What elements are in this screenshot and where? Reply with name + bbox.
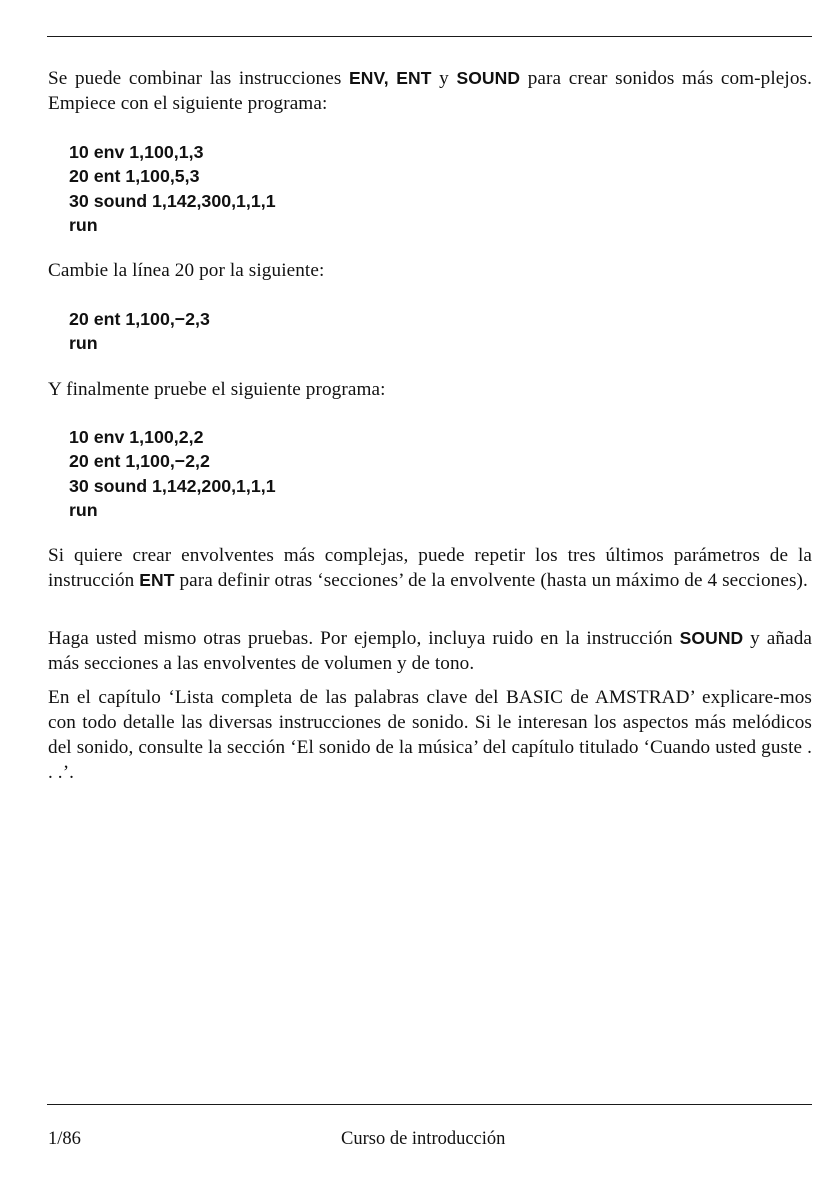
keyword-env: ENV,: [349, 68, 389, 88]
code-line: run: [69, 499, 98, 520]
keyword-ent: ENT: [396, 68, 432, 88]
code-line: run: [69, 333, 98, 354]
tests-paragraph: Haga usted mismo otras pruebas. Por ejemplo, incluya ruido en la instrucción SOUND y añada más secciones a las envolventes de volumen y de tono.: [48, 628, 813, 674]
footer-rule: [47, 1104, 812, 1105]
code-line: 30 sound 1,142,200,1,1,1: [69, 475, 276, 496]
code-line: 10 env 1,100,1,3: [69, 142, 204, 162]
code-line: 20 ent 1,100,−2,3: [69, 309, 210, 329]
header-rule: [47, 36, 812, 37]
page-number: 1/86: [48, 1129, 81, 1149]
code-line: 10 env 1,100,2,2: [69, 427, 204, 447]
finally-text: Y finalmente pruebe el siguiente programa:: [48, 379, 386, 400]
footer-title: Curso de introducción: [341, 1129, 506, 1149]
code-line: 20 ent 1,100,−2,2: [69, 451, 210, 472]
chapter-paragraph: En el capítulo ‘Lista completa de las palabras clave del BASIC de AMSTRAD’ explicare-mos con todo detalle las diversas instrucciones de sonido. Si le interesan los aspectos más melódicos del sonido, consulte la sección ‘El sonido de la música’ del capítulo titulado ‘Cuando usted guste . . .’.: [48, 687, 812, 783]
keyword-ent: ENT: [139, 570, 175, 590]
code-line: 20 ent 1,100,5,3: [69, 166, 200, 187]
complex-envelopes-paragraph: Si quiere crear envolventes más complejas, puede repetir los tres últimos parámetros de la instrucción ENT para definir otras ‘secciones’ de la envolvente (hasta un máximo de 4 secciones).: [48, 545, 812, 591]
keyword-sound: SOUND: [679, 628, 744, 648]
change-line-text: Cambie la línea 20 por la siguiente:: [48, 260, 325, 281]
keyword-sound: SOUND: [456, 68, 521, 88]
code-line: run: [69, 214, 98, 235]
code-block-3: [69, 425, 276, 522]
code-block-2: [69, 307, 210, 356]
code-block-1: [69, 140, 276, 237]
code-line: 30 sound 1,142,300,1,1,1: [69, 190, 276, 211]
intro-paragraph: Se puede combinar las instrucciones ENV, ENT y SOUND para crear sonidos más com-plejos. Empiece con el siguiente programa:: [48, 68, 812, 114]
